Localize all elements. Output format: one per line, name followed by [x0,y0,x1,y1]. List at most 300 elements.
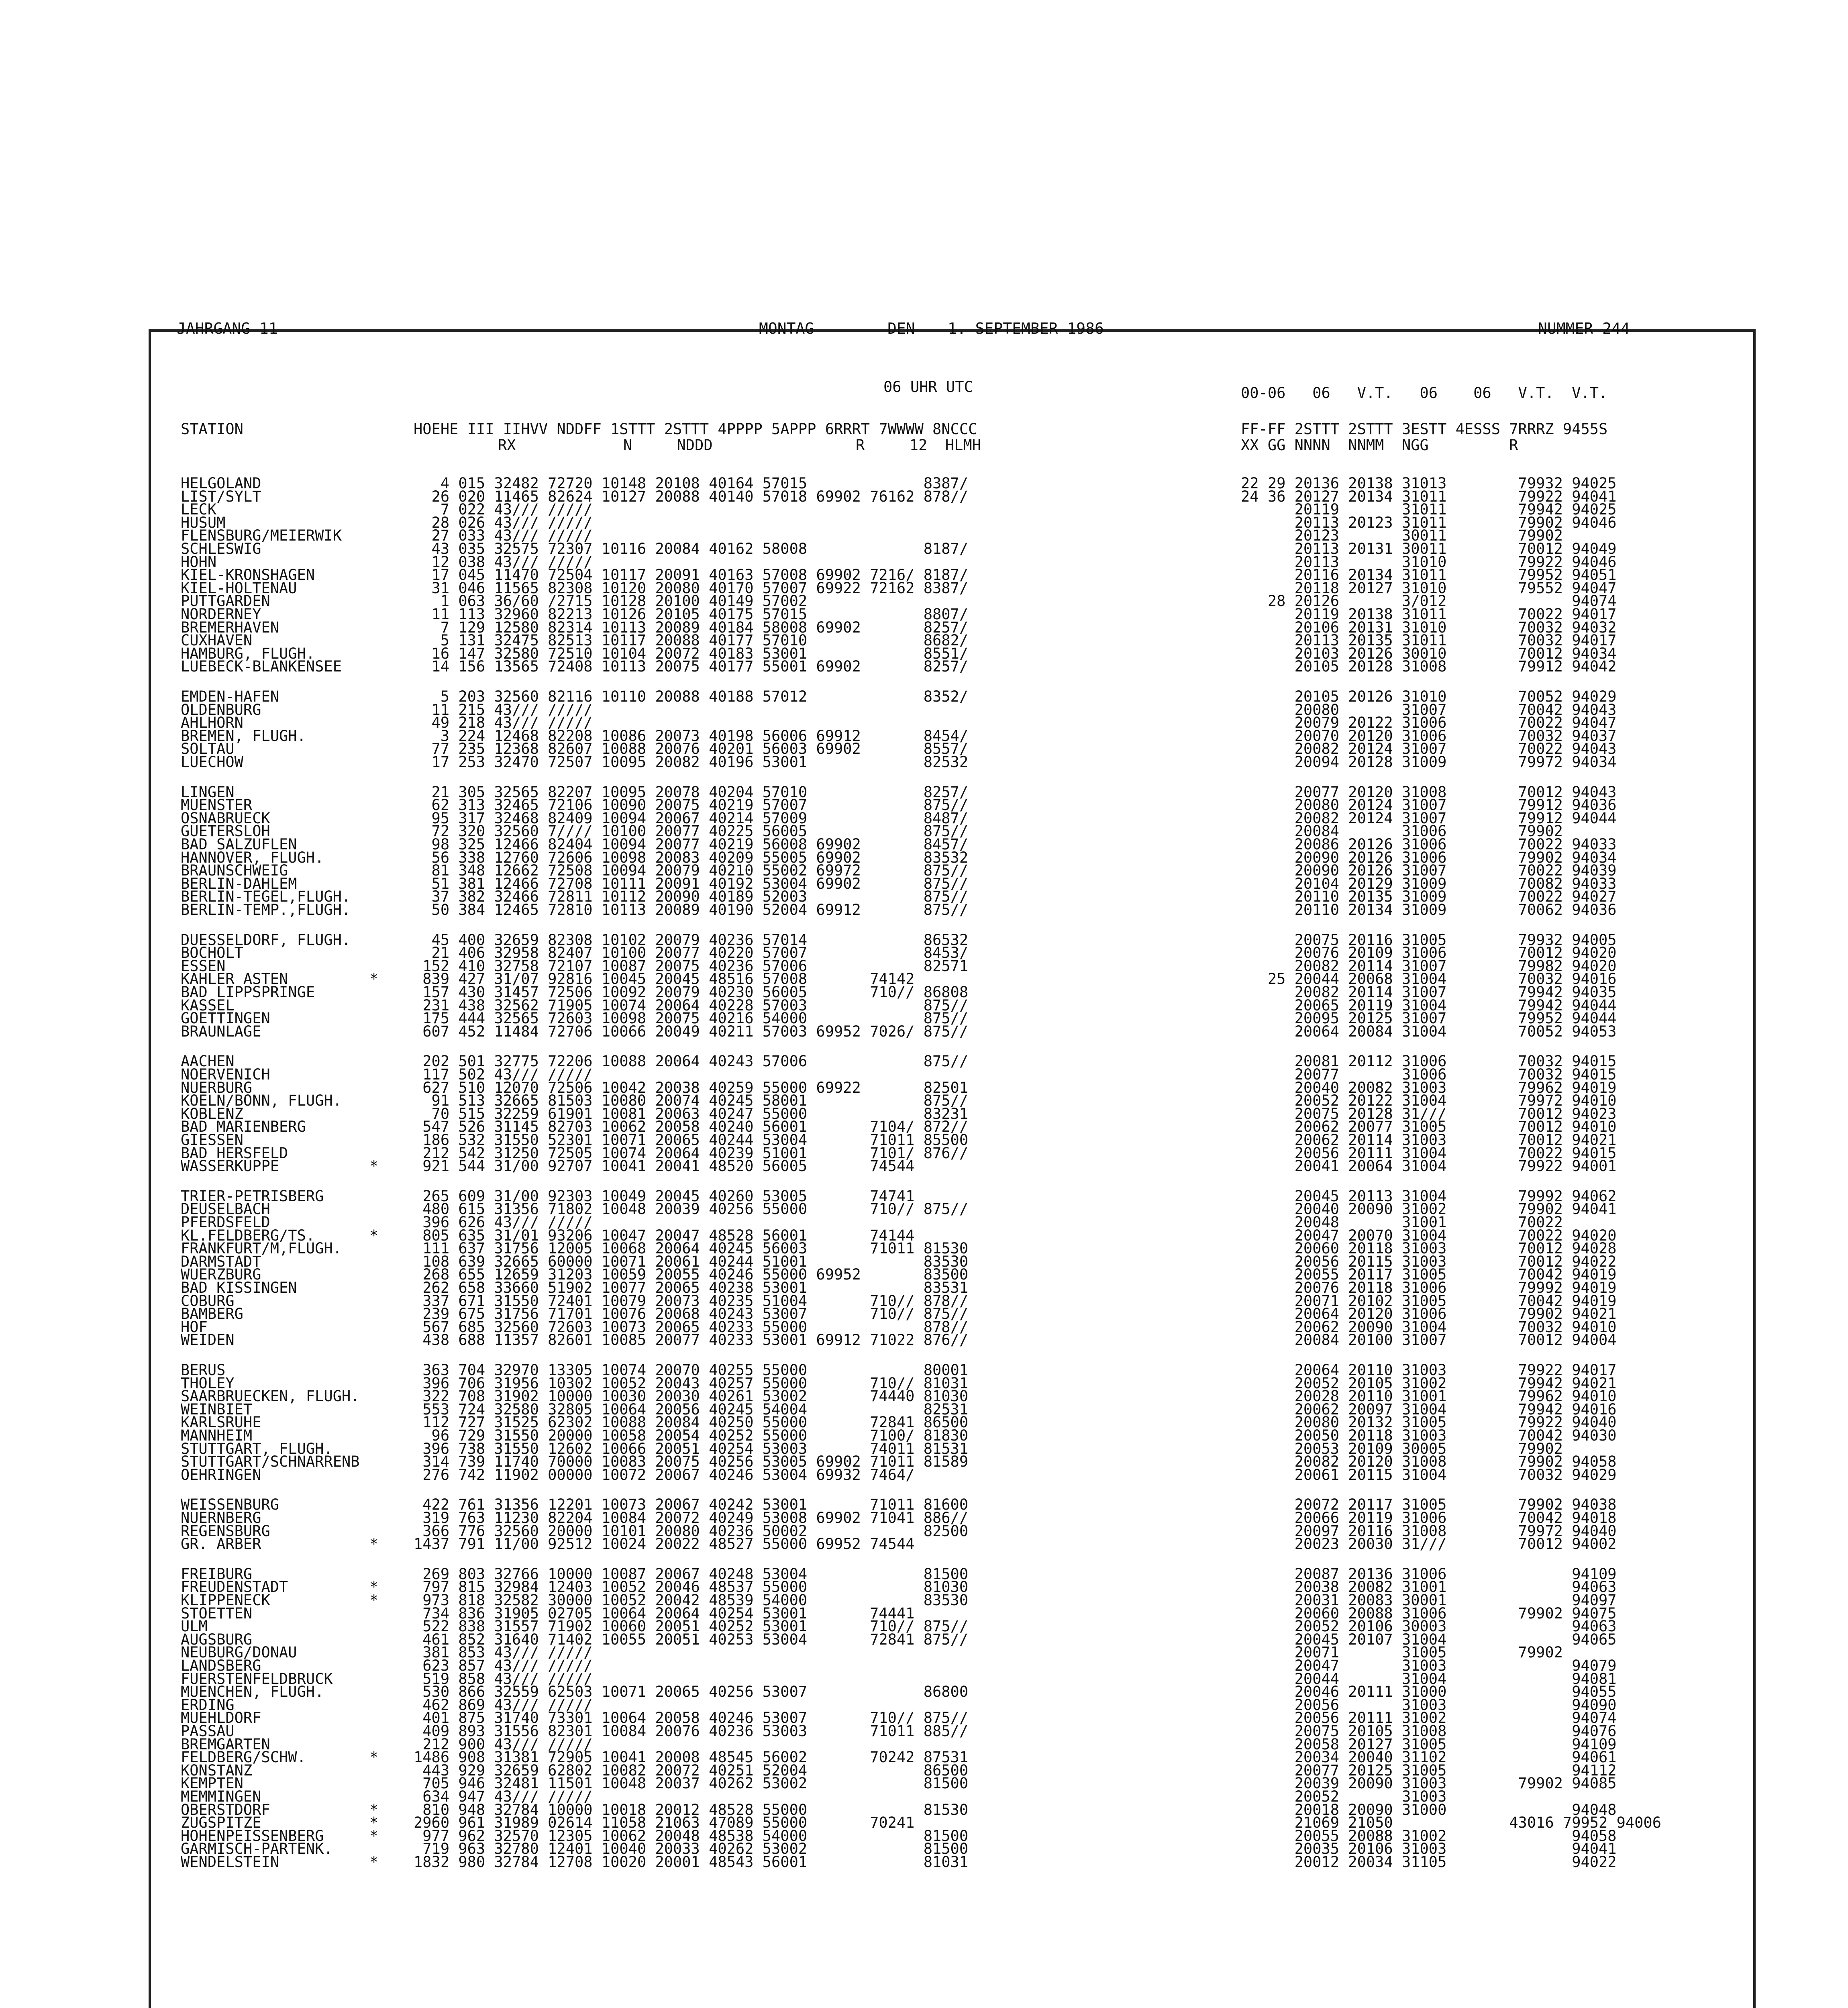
station-supplementary-groups: 20070 20120 31006 70032 94037 [1241,727,1617,745]
station-supplementary-groups: 20076 20109 31006 70012 94020 [1241,944,1617,961]
station-name: GR. ARBER [181,1535,261,1553]
station-name: DUESSELDORF, FLUGH. [181,931,351,949]
station-name: BAD KISSINGEN [181,1279,297,1296]
station-supplementary-groups: 20046 20111 31000 94055 [1241,1683,1617,1700]
station-observation-groups: 239 675 31756 71701 10076 20068 40243 53007 710// 875// [414,1305,969,1322]
station-observation-groups: 5 203 32560 82116 10110 20088 40188 57012 8352/ [414,688,969,705]
station-supplementary-groups: 20056 31003 94090 [1241,1696,1617,1714]
station-name: LANDSBERG [181,1657,261,1674]
station-observation-groups: 268 655 12659 31203 10059 20055 40246 55000 69952 83500 [414,1266,969,1283]
station-supplementary-groups: 20119 31011 79942 94025 [1241,501,1617,518]
main-columns-subheader: RX N NDDD R 12 HLMH [498,437,981,454]
station-name: ESSEN [181,957,226,975]
station-supplementary-groups: 20064 20120 31006 79902 94021 [1241,1305,1617,1322]
station-observation-groups: 117 502 43/// ///// [414,1066,593,1083]
station-observation-groups: 977 962 32570 12305 10062 20048 48538 54000 81500 [414,1827,969,1845]
station-observation-groups: 95 317 32468 82409 10094 20067 40214 57009 8487/ [414,810,969,827]
station-observation-groups: 547 526 31145 82703 10062 20058 40240 56001 7104/ 872// [414,1118,969,1135]
station-supplementary-groups: 20044 31004 94081 [1241,1670,1617,1688]
mountain-station-marker: * [369,1814,379,1831]
station-supplementary-groups: 20040 20090 31002 79902 94041 [1241,1200,1617,1218]
observation-time: 06 UHR UTC [883,378,973,396]
station-observation-groups: 21 305 32565 82207 10095 20078 40204 57010 8257/ [414,784,969,801]
station-name: MUENCHEN, FLUGH. [181,1683,324,1700]
station-name: KIEL-KRONSHAGEN [181,566,315,584]
station-supplementary-groups: 20095 20125 31007 79952 94044 [1241,1010,1617,1027]
station-supplementary-groups: 20090 20126 31007 70022 94039 [1241,862,1617,879]
station-name: SCHLESWIG [181,540,261,557]
station-observation-groups: 363 704 32970 13305 10074 20070 40255 55000 80001 [414,1361,969,1379]
station-supplementary-groups: 20082 20114 31007 79942 94035 [1241,984,1617,1001]
station-observation-groups: 319 763 11230 82204 10084 20072 40249 53008 69902 71041 886// [414,1509,969,1526]
station-observation-groups: 805 635 31/01 93206 10047 20047 48528 56001 74144 [414,1227,915,1244]
station-name: BAD SALZUFLEN [181,836,297,853]
station-supplementary-groups: 20047 20070 31004 70022 94020 [1241,1227,1617,1244]
station-observation-groups: 43 035 32575 72307 10116 20084 40162 58008 8187/ [414,540,969,557]
station-name: COBURG [181,1292,235,1310]
station-supplementary-groups: 20035 20106 31003 94041 [1241,1840,1617,1857]
station-name: BAD LIPPSPRINGE [181,984,315,1001]
station-supplementary-groups: 20062 20114 31003 70012 94021 [1241,1131,1617,1149]
station-supplementary-groups: 20113 31010 79922 94046 [1241,553,1617,571]
station-name: HOHN [181,553,217,571]
station-observation-groups: 719 963 32780 12401 10040 20033 40262 53002 81500 [414,1840,969,1857]
station-name: HOHENPEISSENBERG [181,1827,324,1845]
station-observation-groups: 567 685 32560 72603 10073 20065 40233 55000 878// [414,1318,969,1336]
station-name: AACHEN [181,1053,235,1070]
station-name: LECK [181,501,217,518]
station-observation-groups: 705 946 32481 11501 10048 20037 40262 53002 81500 [414,1775,969,1792]
station-observation-groups: 461 852 31640 71402 10055 20051 40253 53004 72841 875// [414,1631,969,1648]
station-supplementary-groups: 20087 20136 31006 94109 [1241,1565,1617,1583]
station-name: BERLIN-DAHLEM [181,875,297,892]
station-supplementary-groups: 20077 31006 70032 94015 [1241,1066,1617,1083]
station-observation-groups: 443 929 32659 62802 10082 20072 40251 52004 86500 [414,1762,969,1779]
station-supplementary-groups: 25 20044 20068 31004 70032 94016 [1241,970,1617,988]
station-observation-groups: 381 853 43/// ///// [414,1644,593,1661]
station-supplementary-groups: 20082 20124 31007 79912 94044 [1241,810,1617,827]
station-supplementary-groups: 20080 31007 70042 94043 [1241,701,1617,718]
station-supplementary-groups: 20012 20034 31105 94022 [1241,1853,1617,1871]
station-observation-groups: 16 147 32580 72510 10104 20072 40183 53001 8551/ [414,645,969,662]
station-name: FREUDENSTADT [181,1578,288,1596]
station-name: WEINBIET [181,1401,253,1418]
station-supplementary-groups: 20113 20131 30011 70012 94049 [1241,540,1617,557]
station-observation-groups: 231 438 32562 71905 10074 20064 40228 57003 875// [414,997,969,1014]
station-observation-groups: 14 156 13565 72408 10113 20075 40177 55001 69902 8257/ [414,658,969,675]
station-supplementary-groups: 20038 20082 31001 94063 [1241,1578,1617,1596]
station-name: TRIER-PETRISBERG [181,1188,324,1205]
station-observation-groups: 49 218 43/// ///// [414,714,593,731]
station-observation-groups: 21 406 32958 82407 10100 20077 40220 57007 8453/ [414,944,969,961]
station-supplementary-groups: 20113 20123 31011 79902 94046 [1241,514,1617,531]
station-observation-groups: 1 063 36/60 /2715 10128 20100 40149 57002 [414,592,808,610]
station-name: HUSUM [181,514,226,531]
station-supplementary-groups: 20076 20118 31006 79992 94019 [1241,1279,1617,1296]
station-supplementary-groups: 20094 20128 31009 79972 94034 [1241,753,1617,771]
station-name: LIST/SYLT [181,488,261,505]
station-observation-groups: 1437 791 11/00 92512 10024 20022 48527 55000 69952 74544 [414,1535,915,1553]
den-label: DEN [887,320,915,337]
station-name: KL.FELDBERG/TS. [181,1227,315,1244]
station-observation-groups: 409 893 31556 82301 10084 20076 40236 53003 71011 885// [414,1722,969,1740]
station-observation-groups: 37 382 32466 72811 10112 20090 40189 52003 875// [414,888,969,905]
station-name: DEUSELBACH [181,1200,270,1218]
station-supplementary-groups: 20084 31006 79902 [1241,822,1563,840]
station-supplementary-groups: 20082 20124 31007 70022 94043 [1241,740,1617,757]
station-observation-groups: 839 427 31/07 92816 10045 20045 48516 57008 74142 [414,970,915,988]
station-supplementary-groups: 21069 21050 43016 79952 94006 [1241,1814,1661,1831]
station-supplementary-groups: 20105 20126 31010 70052 94029 [1241,688,1617,705]
mountain-station-marker: * [369,1853,379,1871]
station-supplementary-groups: 20079 20122 31006 70022 94047 [1241,714,1617,731]
station-supplementary-groups: 20118 20127 31010 79552 94047 [1241,580,1617,597]
station-name: BAD HERSFELD [181,1145,288,1162]
station-observation-groups: 112 727 31525 62302 10088 20084 40250 55000 72841 86500 [414,1414,969,1431]
station-name: EMDEN-HAFEN [181,688,279,705]
station-supplementary-groups: 20104 20129 31009 70082 94033 [1241,875,1617,892]
station-supplementary-groups: 20056 20115 31003 70012 94022 [1241,1253,1617,1270]
station-observation-groups: 157 430 31457 72506 10092 20079 40230 56005 710// 86808 [414,984,969,1001]
station-observation-groups: 96 729 31550 20000 10058 20054 40252 55000 7100/ 81830 [414,1427,969,1444]
station-supplementary-groups: 24 36 20127 20134 31011 79922 94041 [1241,488,1617,505]
station-name: KEMPTEN [181,1775,243,1792]
station-name: BOCHOLT [181,944,243,961]
station-supplementary-groups: 20123 30011 79902 [1241,527,1563,544]
station-observation-groups: 627 510 12070 72506 10042 20038 40259 55000 69922 82501 [414,1079,969,1096]
station-supplementary-groups: 20045 20107 31004 94065 [1241,1631,1617,1648]
station-supplementary-groups: 20110 20134 31009 70062 94036 [1241,901,1617,918]
station-name: MUEHLDORF [181,1709,261,1726]
station-observation-groups: 17 253 32470 72507 10095 20082 40196 53001 82532 [414,753,969,771]
station-supplementary-groups: 20053 20109 30005 79902 [1241,1440,1563,1457]
station-observation-groups: 5 131 32475 82513 10117 20088 40177 57010 8682/ [414,632,969,649]
station-supplementary-groups: 20034 20040 31102 94061 [1241,1749,1617,1766]
station-observation-groups: 98 325 12466 82404 10094 20077 40219 56008 69902 8457/ [414,836,969,853]
station-name: HANNOVER, FLUGH. [181,849,324,866]
station-supplementary-groups: 20018 20090 31000 94048 [1241,1801,1617,1818]
station-name: LUEBECK-BLANKENSEE [181,658,342,675]
station-name: NORDERNEY [181,606,261,623]
station-name: KOBLENZ [181,1105,243,1122]
station-name: WEIDEN [181,1331,235,1349]
station-observation-groups: 522 838 31557 71902 10060 20051 40252 53001 710// 875// [414,1618,969,1635]
station-supplementary-groups: 20060 20118 31003 70012 94028 [1241,1240,1617,1257]
station-name: ERDING [181,1696,235,1714]
station-supplementary-groups: 20056 20111 31002 94074 [1241,1709,1617,1726]
station-name: GUETERSLOH [181,822,270,840]
mountain-station-marker: * [369,1749,379,1766]
mountain-station-marker: * [369,1157,379,1175]
station-observation-groups: 27 033 43/// ///// [414,527,593,544]
station-name: BRAUNLAGE [181,1023,261,1040]
station-column-header: STATION [181,420,243,438]
station-observation-groups: 734 836 31905 02705 10064 20064 40254 53001 74441 [414,1605,915,1622]
station-name: ZUGSPITZE [181,1814,261,1831]
station-name: MUENSTER [181,796,253,814]
station-name: DARMSTADT [181,1253,261,1270]
station-supplementary-groups: 20060 20088 31006 79902 94075 [1241,1605,1617,1622]
station-observation-groups: 269 803 32766 10000 10087 20067 40248 53004 81500 [414,1565,969,1583]
station-name: FREIBURG [181,1565,253,1583]
mountain-station-marker: * [369,1578,379,1596]
station-supplementary-groups: 20113 20135 31011 70032 94017 [1241,632,1617,649]
station-name: FELDBERG/SCHW. [181,1749,306,1766]
station-observation-groups: 2960 961 31989 02614 11058 21063 47089 55000 70241 [414,1814,915,1831]
station-observation-groups: 152 410 32758 72107 10087 20075 40236 57006 82571 [414,957,969,975]
station-observation-groups: 7 022 43/// ///// [414,501,593,518]
station-supplementary-groups: 20052 31003 [1241,1788,1447,1805]
station-supplementary-groups: 20071 31005 79902 [1241,1644,1563,1661]
station-name: STUTTGART, FLUGH. [181,1440,333,1457]
station-name: FRANKFURT/M,FLUGH. [181,1240,342,1257]
station-name: STUTTGART/SCHNARRENB [181,1453,360,1470]
station-observation-groups: 28 026 43/// ///// [414,514,593,531]
station-supplementary-groups: 20080 20124 31007 79912 94036 [1241,796,1617,814]
station-supplementary-groups: 20105 20128 31008 79912 94042 [1241,658,1617,675]
station-supplementary-groups: 20023 20030 31/// 70012 94002 [1241,1535,1617,1553]
station-supplementary-groups: 20039 20090 31003 79902 94085 [1241,1775,1617,1792]
station-observation-groups: 12 038 43/// ///// [414,553,593,571]
station-observation-groups: 337 671 31550 72401 10079 20073 40235 51004 710// 878// [414,1292,969,1310]
station-observation-groups: 480 615 31356 71802 10048 20039 40256 55000 710// 875// [414,1200,969,1218]
station-observation-groups: 366 776 32560 20000 10101 20080 40236 50002 82500 [414,1522,969,1540]
weekday-label: MONTAG [759,320,814,337]
station-name: FUERSTENFELDBRUCK [181,1670,333,1688]
station-name: KIEL-HOLTENAU [181,580,297,597]
station-supplementary-groups: 20062 20077 31005 70012 94010 [1241,1118,1617,1135]
station-observation-groups: 51 381 12466 72708 10111 20091 40192 53004 69902 875// [414,875,969,892]
station-name: KASSEL [181,997,235,1014]
station-supplementary-groups: 20082 20120 31008 79902 94058 [1241,1453,1617,1470]
station-supplementary-groups: 20119 20138 31011 70022 94017 [1241,606,1617,623]
date-label: 1. SEPTEMBER 1986 [948,320,1104,337]
station-name: HAMBURG, FLUGH. [181,645,315,662]
station-supplementary-groups: 20062 20090 31004 70032 94010 [1241,1318,1617,1336]
mountain-station-marker: * [369,1801,379,1818]
station-observation-groups: 1486 908 31381 72905 10041 20008 48545 56002 70242 87531 [414,1749,969,1766]
station-supplementary-groups: 20066 20119 31006 70042 94018 [1241,1509,1617,1526]
station-supplementary-groups: 20082 20114 31007 79982 94020 [1241,957,1617,975]
station-name: WEISSENBURG [181,1496,279,1513]
station-name: LUECHOW [181,753,243,771]
station-name: MANNHEIM [181,1427,253,1444]
station-name: KARLSRUHE [181,1414,261,1431]
station-name: KLIPPENECK [181,1592,270,1609]
station-supplementary-groups: 20075 20116 31005 79932 94005 [1241,931,1617,949]
station-observation-groups: 62 313 32465 72106 10090 20075 40219 57007 875// [414,796,969,814]
station-name: BAD MARIENBERG [181,1118,306,1135]
station-name: CUXHAVEN [181,632,253,649]
station-name: PUTTGARDEN [181,592,270,610]
group-header-row0: 00-06 06 V.T. 06 06 V.T. V.T. [1241,384,1608,402]
station-supplementary-groups: 20052 20105 31002 79942 94021 [1241,1375,1617,1392]
station-name: KONSTANZ [181,1762,253,1779]
station-observation-groups: 438 688 11357 82601 10085 20077 40233 53001 69912 71022 876// [414,1331,969,1349]
station-name: OBERSTDORF [181,1801,270,1818]
group-header-row2: XX GG NNNN NNMM NGG R [1241,437,1518,454]
station-name: NUERBURG [181,1079,253,1096]
station-observation-groups: 810 948 32784 10000 10018 20012 48528 55000 81530 [414,1801,969,1818]
station-observation-groups: 921 544 31/00 92707 10041 20041 48520 56005 74544 [414,1157,915,1175]
station-supplementary-groups: 20097 20116 31008 79972 94040 [1241,1522,1617,1540]
station-observation-groups: 634 947 43/// ///// [414,1788,593,1805]
station-observation-groups: 623 857 43/// ///// [414,1657,593,1674]
station-observation-groups: 17 045 11470 72504 10117 20091 40163 57008 69902 7216/ 8187/ [414,566,969,584]
station-observation-groups: 212 900 43/// ///// [414,1736,593,1753]
station-observation-groups: 1832 980 32784 12708 10020 20001 48543 56001 81031 [414,1853,969,1871]
station-observation-groups: 50 384 12465 72810 10113 20089 40190 52004 69912 875// [414,901,969,918]
station-supplementary-groups: 20050 20118 31003 70042 94030 [1241,1427,1617,1444]
station-observation-groups: 56 338 12760 72606 10098 20083 40209 55005 69902 83532 [414,849,969,866]
station-observation-groups: 462 869 43/// ///// [414,1696,593,1714]
group-header-row1: FF-FF 2STTT 2STTT 3ESTT 4ESSS 7RRRZ 9455S [1241,420,1608,438]
station-supplementary-groups: 20064 20110 31003 79922 94017 [1241,1361,1617,1379]
station-name: BREMERHAVEN [181,619,279,636]
station-supplementary-groups: 20081 20112 31006 70032 94015 [1241,1053,1617,1070]
station-name: PFERDSFELD [181,1214,270,1231]
station-name: BERUS [181,1361,226,1379]
station-name: LINGEN [181,784,235,801]
station-name: OSNABRUECK [181,810,270,827]
station-observation-groups: 11 113 32960 82213 10126 20105 40175 57015 8807/ [414,606,969,623]
station-name: REGENSBURG [181,1522,270,1540]
station-observation-groups: 262 658 33660 51902 10077 20065 40238 53001 83531 [414,1279,969,1296]
station-observation-groups: 202 501 32775 72206 10088 20064 40243 57006 875// [414,1053,969,1070]
station-observation-groups: 186 532 31550 52301 10071 20065 40244 53004 71011 85500 [414,1131,969,1149]
station-supplementary-groups: 20064 20084 31004 70052 94053 [1241,1023,1617,1040]
station-observation-groups: 396 626 43/// ///// [414,1214,593,1231]
station-supplementary-groups: 20052 20106 30003 94063 [1241,1618,1617,1635]
station-supplementary-groups: 28 20126 3/012 94074 [1241,592,1617,610]
station-name: ULM [181,1618,208,1635]
station-observation-groups: 797 815 32984 12403 10052 20046 48537 55000 81030 [414,1578,969,1596]
station-name: OEHRINGEN [181,1466,261,1484]
mountain-station-marker: * [369,1227,379,1244]
station-observation-groups: 175 444 32565 72603 10098 20075 40216 54000 875// [414,1010,969,1027]
station-observation-groups: 72 320 32560 7//// 10100 20077 40225 56005 875// [414,822,969,840]
station-observation-groups: 31 046 11565 82308 10120 20080 40170 57007 69922 72162 8387/ [414,580,969,597]
station-supplementary-groups: 20090 20126 31006 79902 94034 [1241,849,1617,866]
station-name: WUERZBURG [181,1266,261,1283]
main-columns-header: HOEHE III IIHVV NDDFF 1STTT 2STTT 4PPPP 5APPP 6RRRT 7WWWW 8NCCC [414,420,977,438]
station-observation-groups: 91 513 32665 81503 10080 20074 40245 58001 875// [414,1092,969,1109]
station-observation-groups: 519 858 43/// ///// [414,1670,593,1688]
station-name: BREMGARTEN [181,1736,270,1753]
station-name: KOELN/BONN, FLUGH. [181,1092,342,1109]
station-name: NUERNBERG [181,1509,261,1526]
station-supplementary-groups: 20055 20117 31005 70042 94019 [1241,1266,1617,1283]
station-name: GIESSEN [181,1131,243,1149]
station-observation-groups: 396 738 31550 12602 10066 20051 40254 53003 74011 81531 [414,1440,969,1457]
station-supplementary-groups: 20045 20113 31004 79992 94062 [1241,1188,1617,1205]
station-supplementary-groups: 20052 20122 31004 79972 94010 [1241,1092,1617,1109]
station-observation-groups: 401 875 31740 73301 10064 20058 40246 53007 710// 875// [414,1709,969,1726]
station-name: MEMMINGEN [181,1788,261,1805]
station-supplementary-groups: 20065 20119 31004 79942 94044 [1241,997,1617,1014]
station-supplementary-groups: 20028 20110 31001 79962 94010 [1241,1388,1617,1405]
station-name: STOETTEN [181,1605,253,1622]
station-observation-groups: 45 400 32659 82308 10102 20079 40236 57014 86532 [414,931,969,949]
station-supplementary-groups: 22 29 20136 20138 31013 79932 94025 [1241,475,1617,492]
station-supplementary-groups: 20106 20131 31010 70032 94032 [1241,619,1617,636]
station-name: GOETTINGEN [181,1010,270,1027]
station-observation-groups: 3 224 12468 82208 10086 20073 40198 56006 69912 8454/ [414,727,969,745]
station-observation-groups: 314 739 11740 70000 10083 20075 40256 53005 69902 71011 81589 [414,1453,969,1470]
station-observation-groups: 607 452 11484 72706 10066 20049 40211 57003 69952 7026/ 875// [414,1023,969,1040]
station-supplementary-groups: 20048 31001 70022 [1241,1214,1563,1231]
station-supplementary-groups: 20075 20105 31008 94076 [1241,1722,1617,1740]
station-name: BAMBERG [181,1305,243,1322]
station-observation-groups: 422 761 31356 12201 10073 20067 40242 53001 71011 81600 [414,1496,969,1513]
volume-label: JAHRGANG 11 [177,320,278,337]
station-name: NOERVENICH [181,1066,270,1083]
station-supplementary-groups: 20056 20111 31004 70022 94015 [1241,1145,1617,1162]
station-name: PASSAU [181,1722,235,1740]
station-observation-groups: 4 015 32482 72720 10148 20108 40164 57015 8387/ [414,475,969,492]
station-supplementary-groups: 20041 20064 31004 79922 94001 [1241,1157,1617,1175]
station-observation-groups: 973 818 32582 30000 10052 20042 48539 54000 83530 [414,1592,969,1609]
station-name: WASSERKUPPE [181,1157,279,1175]
station-name: HELGOLAND [181,475,261,492]
station-supplementary-groups: 20061 20115 31004 70032 94029 [1241,1466,1617,1484]
station-supplementary-groups: 20080 20132 31005 79922 94040 [1241,1414,1617,1431]
station-name: FLENSBURG/MEIERWIK [181,527,342,544]
station-name: WENDELSTEIN [181,1853,279,1871]
station-supplementary-groups: 20103 20126 30010 70012 94034 [1241,645,1617,662]
station-name: SOLTAU [181,740,235,757]
issue-number: NUMMER 244 [1538,320,1630,337]
station-observation-groups: 530 866 32559 62503 10071 20065 40256 53007 86800 [414,1683,969,1700]
station-observation-groups: 212 542 31250 72505 10074 20064 40239 51001 7101/ 876// [414,1145,969,1162]
station-name: BERLIN-TEGEL,FLUGH. [181,888,351,905]
station-name: BERLIN-TEMP.,FLUGH. [181,901,351,918]
station-observation-groups: 553 724 32580 32805 10064 20056 40245 54004 82531 [414,1401,969,1418]
station-supplementary-groups: 20047 31003 94079 [1241,1657,1617,1674]
station-supplementary-groups: 20031 20083 30001 94097 [1241,1592,1617,1609]
station-supplementary-groups: 20071 20102 31005 70042 94019 [1241,1292,1617,1310]
station-name: NEUBURG/DONAU [181,1644,297,1661]
station-supplementary-groups: 20084 20100 31007 70012 94004 [1241,1331,1617,1349]
station-supplementary-groups: 20077 20125 31005 94112 [1241,1762,1617,1779]
station-name: GARMISCH-PARTENK. [181,1840,333,1857]
station-supplementary-groups: 20077 20120 31008 70012 94043 [1241,784,1617,801]
station-observation-groups: 111 637 31756 12005 10068 20064 40245 56003 71011 81530 [414,1240,969,1257]
station-observation-groups: 322 708 31902 10000 10030 20030 40261 53002 74440 81030 [414,1388,969,1405]
station-name: KAHLER ASTEN [181,970,288,988]
station-observation-groups: 7 129 12580 82314 10113 20089 40184 58008 69902 8257/ [414,619,969,636]
station-name: AUGSBURG [181,1631,253,1648]
station-name: SAARBRUECKEN, FLUGH. [181,1388,360,1405]
station-supplementary-groups: 20116 20134 31011 79952 94051 [1241,566,1617,584]
station-name: BRAUNSCHWEIG [181,862,288,879]
mountain-station-marker: * [369,1592,379,1609]
station-observation-groups: 276 742 11902 00000 10072 20067 40246 53004 69932 7464/ [414,1466,915,1484]
station-supplementary-groups: 20040 20082 31003 79962 94019 [1241,1079,1617,1096]
station-observation-groups: 265 609 31/00 92303 10049 20045 40260 53005 74741 [414,1188,915,1205]
station-observation-groups: 11 215 43/// ///// [414,701,593,718]
mountain-station-marker: * [369,1535,379,1553]
station-supplementary-groups: 20055 20088 31002 94058 [1241,1827,1617,1845]
station-supplementary-groups: 20086 20126 31006 70022 94033 [1241,836,1617,853]
station-name: BREMEN, FLUGH. [181,727,306,745]
station-observation-groups: 81 348 12662 72508 10094 20079 40210 55002 69972 875// [414,862,969,879]
station-supplementary-groups: 20062 20097 31004 79942 94016 [1241,1401,1617,1418]
station-name: AHLHORN [181,714,243,731]
station-supplementary-groups: 20058 20127 31005 94109 [1241,1736,1617,1753]
station-supplementary-groups: 20075 20128 31/// 70012 94023 [1241,1105,1617,1122]
station-name: THOLEY [181,1375,235,1392]
